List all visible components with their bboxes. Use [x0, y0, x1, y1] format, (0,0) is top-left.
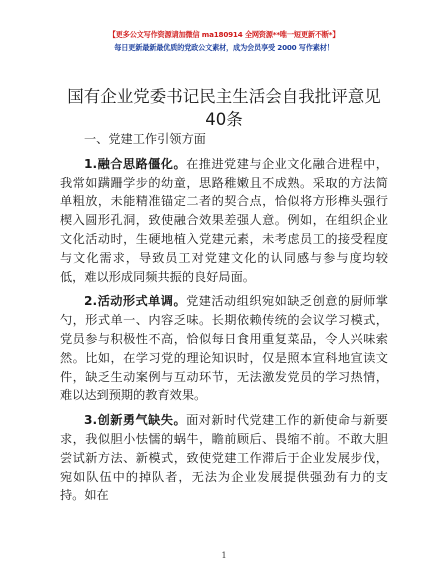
paragraph-lead: 1.融合思路僵化。: [84, 156, 187, 171]
paragraph-lead: 3.创新勇气缺失。: [84, 413, 187, 428]
paragraph-body: 面对新时代党建工作的新使命与新要求，我似胆小怯懦的蜗牛，瞻前顾后、畏缩不前。不敢大胆尝试新方法、新模式，致使党建工作滞后于企业发展步伐，宛如队伍中的掉队者，无法为企业发展提供强劲有力的支持。如在: [60, 413, 388, 503]
page-number: 1: [221, 551, 227, 560]
paragraph-2: [60, 292, 388, 405]
paragraph-1: [60, 155, 388, 287]
promo-banner-line-2: 每日更新最新最优质的党政公文素材，成为会员享受 2000 写作素材！: [114, 43, 334, 52]
paragraph-body: 党建活动组织宛如缺乏创意的厨师掌勺，形式单一、内容乏味。长期依赖传统的会议学习模式，党员参与积极性不高，恰似每日食用重复菜品，令人兴味索然。比如，在学习党的理论知识时，仅是照本宣科地宣读文件，缺乏生动案例与互动环节，无法激发党员的学习热情，难以达到预期的教育效果。: [60, 294, 388, 403]
document-title: 国有企业党委书记民主生活会自我批评意见40条: [67, 87, 381, 129]
document-body: [60, 130, 388, 511]
paragraph-lead: 2.活动形式单调。: [84, 294, 187, 309]
paragraph-body: 在推进党建与企业文化融合进程中，我常如蹒跚学步的幼童，思路稚嫩且不成熟。采取的方法简单粗放，未能精准锚定二者的契合点，恰似将方形榫头强行楔入圆形孔洞，致使融合效果差强人意。例如，在组织企业文化活动时，生硬地植入党建元素，未考虑员工的接受程度与文化需求，导致员工对党建文化的认同感与参与度均较低，难以形成同频共振的良好局面。: [60, 156, 388, 284]
promo-banner-line-1: 【更多公文写作资源请加微信 ma180914 全网资源**唯一短更新不断*】: [108, 30, 340, 39]
section-heading: 一、党建工作引领方面: [84, 132, 206, 146]
paragraph-3: [60, 411, 388, 505]
